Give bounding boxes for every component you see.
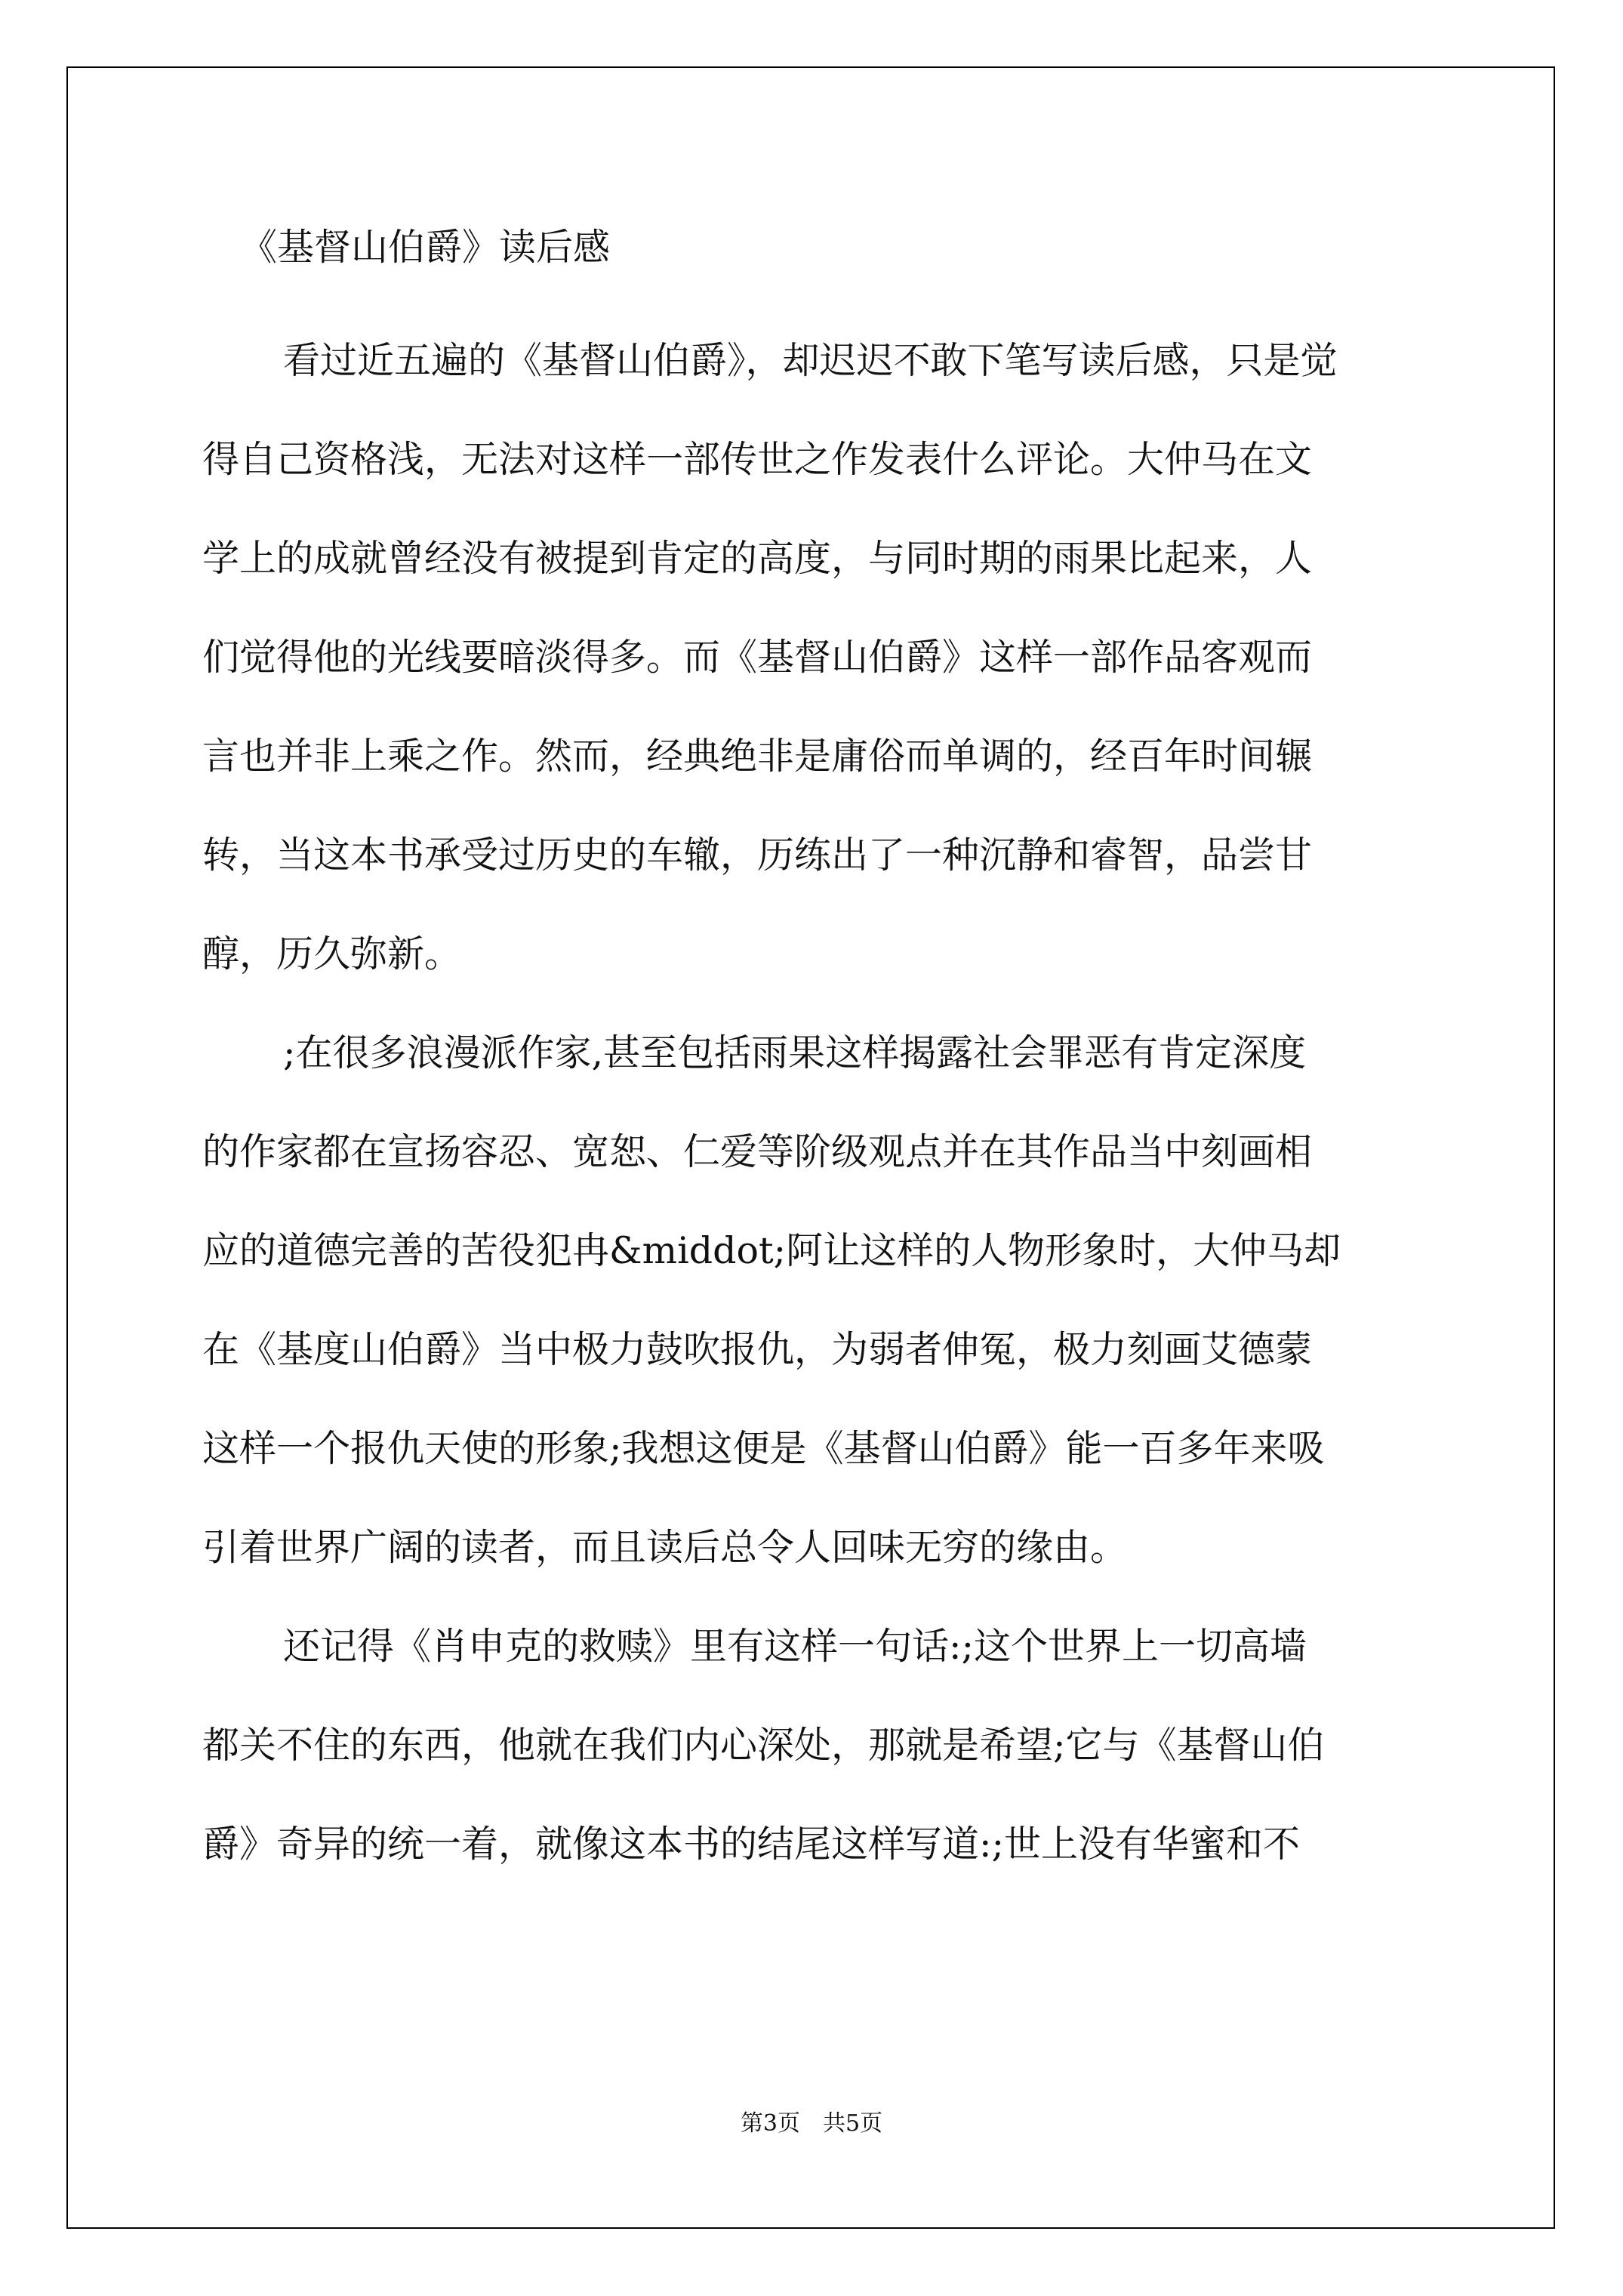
paragraph-2-line-4: 在《基度山伯爵》当中极力鼓吹报仇，为弱者伸冤，极力刻画艾德蒙 — [202, 1328, 1313, 1371]
paragraph-2-line-1: ;在很多浪漫派作家,甚至包括雨果这样揭露社会罪恶有肯定深度 — [283, 1031, 1307, 1074]
paragraph-1-line-1: 看过近五遍的《基督山伯爵》，却迟迟不敢下笔写读后感，只是觉 — [283, 339, 1338, 382]
paragraph-1-line-6: 转，当这本书承受过历史的车辙，历练出了一种沉静和睿智，品尝甘 — [202, 834, 1313, 877]
paragraph-2-line-5: 这样一个报仇天使的形象;我想这便是《基督山伯爵》能一百多年来吸 — [202, 1427, 1325, 1470]
paragraph-3-line-1: 还记得《肖申克的救赎》里有这样一句话:;这个世界上一切高墙 — [283, 1625, 1307, 1668]
paragraph-1-line-4: 们觉得他的光线要暗淡得多。而《基督山伯爵》这样一部作品客观而 — [202, 636, 1313, 679]
paragraph-1-line-3: 学上的成就曾经没有被提到肯定的高度，与同时期的雨果比起来，人 — [202, 537, 1313, 580]
paragraph-2-line-3: 应的道德完善的苦役犯冉&middot;阿让这样的人物形象时，大仲马却 — [202, 1229, 1341, 1272]
paragraph-3-line-3: 爵》奇异的统一着，就像这本书的结尾这样写道:;世上没有华蜜和不 — [202, 1823, 1301, 1866]
paragraph-1-line-7: 醇，历久弥新。 — [202, 932, 462, 975]
paragraph-3-line-2: 都关不住的东西，他就在我们内心深处，那就是希望;它与《基督山伯 — [202, 1724, 1325, 1767]
paragraph-1-line-5: 言也并非上乘之作。然而，经典绝非是庸俗而单调的，经百年时间辗 — [202, 735, 1313, 778]
page-number-footer: 第3页 共5页 — [740, 2110, 883, 2137]
paragraph-2-line-6: 引着世界广阔的读者，而且读后总令人回味无穷的缘由。 — [202, 1526, 1128, 1569]
paragraph-2-line-2: 的作家都在宣扬容忍、宽恕、仁爱等阶级观点并在其作品当中刻画相 — [202, 1130, 1313, 1173]
paragraph-1-line-2: 得自己资格浅，无法对这样一部传世之作发表什么评论。大仲马在文 — [202, 438, 1313, 481]
essay-title: 《基督山伯爵》读后感 — [240, 226, 611, 269]
